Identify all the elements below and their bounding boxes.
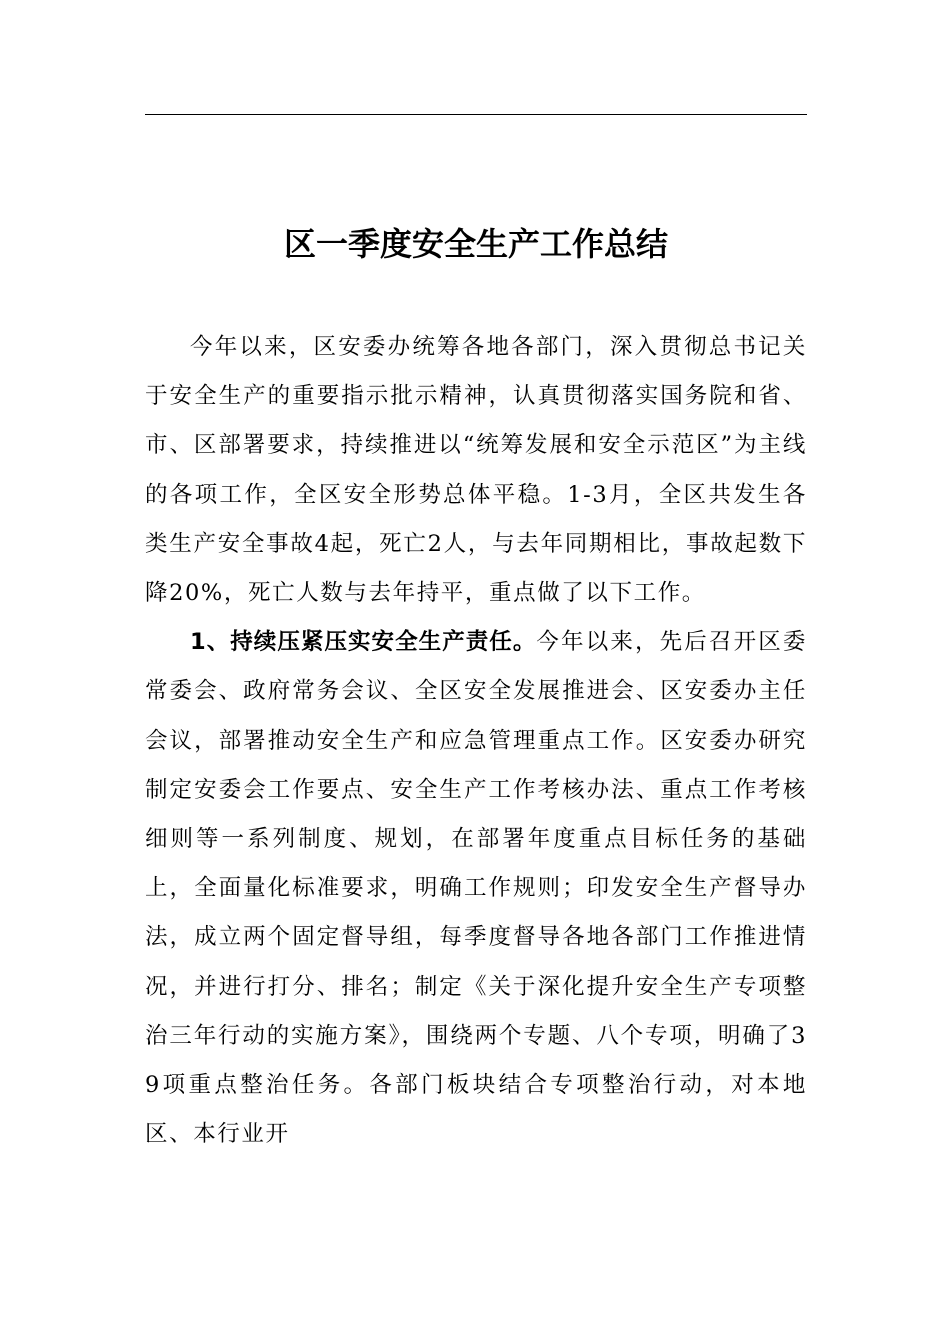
header-rule (145, 114, 807, 115)
document-body (145, 323, 807, 1159)
section-1-heading: 1、持续压紧压实安全生产责任。 (190, 629, 537, 656)
paragraph-section-1 (145, 618, 807, 1159)
paragraph-intro (145, 323, 807, 618)
section-1-text: 今年以来，先后召开区委常委会、政府常务会议、全区安全发展推进会、区安委办主任会议，部署推动安全生产和应急管理重点工作。区安委办研究制定安委会工作要点、安全生产工作考核办法、重点工作考核细则等一系列制度、规划，在部署年度重点目标任务的基础上，全面量化标准要求，明确工作规则；印发安全生产督导办法，成立两个固定督导组，每季度督导各地各部门工作推进情况，并进行打分、排名；制定《关于深化提升安全生产专项整治三年行动的实施方案》，围绕两个专题、八个专项，明确了39项重点整治任务。各部门板块结合专项整治行动，对本地区、本行业开 (145, 629, 808, 1148)
paragraph-intro-text: 今年以来，区安委办统筹各地各部门，深入贯彻总书记关于安全生产的重要指示批示精神，认真贯彻落实国务院和省、市、区部署要求，持续推进以“统筹发展和安全示范区”为主线的各项工作，全区安全形势总体平稳。1-3月，全区共发生各类生产安全事故4起，死亡2人，与去年同期相比，事故起数下降20%，死亡人数与去年持平，重点做了以下工作。 (145, 334, 807, 607)
document-title: 区一季度安全生产工作总结 (283, 225, 668, 263)
